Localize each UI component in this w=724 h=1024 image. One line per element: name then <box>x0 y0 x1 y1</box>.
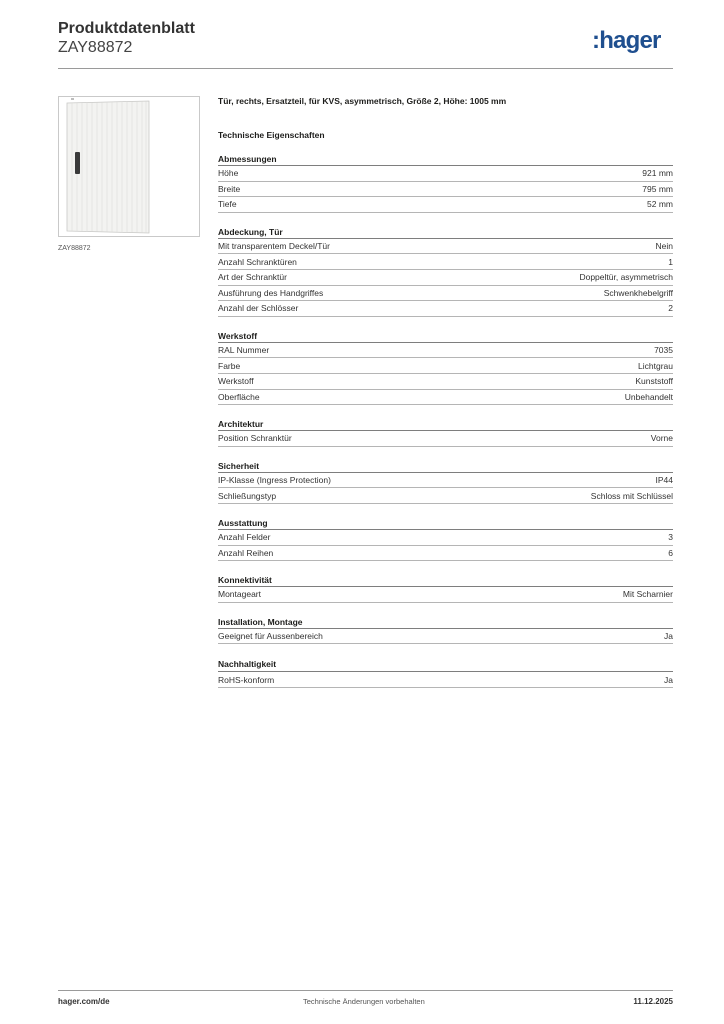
spec-row <box>218 587 673 603</box>
spec-row <box>218 473 673 489</box>
spec-label: Anzahl der Schlösser <box>218 303 299 314</box>
spec-section <box>218 570 673 603</box>
spec-label: Schließungstyp <box>218 490 277 501</box>
spec-label: Werkstoff <box>218 376 254 387</box>
spec-row <box>218 629 673 645</box>
product-image <box>58 96 200 237</box>
spec-value: Ja <box>664 630 673 641</box>
spec-row <box>218 546 673 562</box>
section-title: Sicherheit <box>218 456 673 473</box>
spec-row <box>218 672 673 688</box>
spec-section <box>218 612 673 645</box>
spec-value: 7035 <box>654 345 673 356</box>
spec-label: Montageart <box>218 589 261 600</box>
hager-logo: :hager <box>592 27 661 54</box>
footer-website-link[interactable]: hager.com/de <box>58 997 110 1006</box>
spec-section <box>218 149 673 213</box>
spec-row <box>218 254 673 270</box>
spec-section <box>218 222 673 317</box>
spec-value: Schloss mit Schlüssel <box>590 490 673 501</box>
tech-heading: Technische Eigenschaften <box>218 130 325 140</box>
section-title: Ausstattung <box>218 513 673 530</box>
section-title: Architektur <box>218 414 673 431</box>
spec-value: Mit Scharnier <box>622 589 673 600</box>
section-title: Abmessungen <box>218 149 673 166</box>
spec-value: Doppeltür, asymmetrisch <box>579 272 673 283</box>
product-code: ZAY88872 <box>58 39 133 56</box>
spec-label: Anzahl Reihen <box>218 547 274 558</box>
spec-value: 52 mm <box>647 199 673 210</box>
spec-value: 1 <box>668 256 673 267</box>
spec-label: RAL Nummer <box>218 345 270 356</box>
spec-label: Tiefe <box>218 199 237 210</box>
spec-value: Unbehandelt <box>624 391 673 402</box>
section-title: Abdeckung, Tür <box>218 222 673 239</box>
spec-value: 6 <box>668 547 673 558</box>
product-description: Tür, rechts, Ersatzteil, für KVS, asymmetrisch, Größe 2, Höhe: 1005 mm <box>218 96 507 106</box>
spec-label: Breite <box>218 183 241 194</box>
spec-row <box>218 358 673 374</box>
spec-label: Höhe <box>218 168 239 179</box>
image-caption: ZAY88872 <box>58 245 91 252</box>
spec-label: RoHS-konform <box>218 674 275 685</box>
spec-label: Mit transparentem Deckel/Tür <box>218 241 330 252</box>
spec-row <box>218 431 673 447</box>
section-title: Nachhaltigkeit <box>218 653 673 672</box>
spec-row <box>218 530 673 546</box>
spec-row <box>218 166 673 182</box>
spec-section <box>218 456 673 504</box>
spec-row <box>218 301 673 317</box>
spec-row <box>218 286 673 302</box>
header-divider <box>58 68 673 69</box>
footer-divider <box>58 990 673 991</box>
spec-label: Ausführung des Handgriffes <box>218 287 324 298</box>
spec-value: Schwenkhebelgriff <box>603 287 673 298</box>
spec-value: 795 mm <box>642 183 673 194</box>
spec-label: Anzahl Schranktüren <box>218 256 297 267</box>
spec-row <box>218 390 673 406</box>
spec-value: Ja <box>664 674 673 685</box>
spec-value: 3 <box>668 532 673 543</box>
spec-row <box>218 239 673 255</box>
section-title: Werkstoff <box>218 326 673 343</box>
spec-row <box>218 374 673 390</box>
spec-section <box>218 326 673 405</box>
spec-section <box>218 414 673 447</box>
spec-value: IP44 <box>655 475 673 486</box>
spec-label: IP-Klasse (Ingress Protection) <box>218 475 331 486</box>
spec-row <box>218 197 673 213</box>
footer-note: Technische Änderungen vorbehalten <box>303 997 425 1006</box>
spec-row <box>218 343 673 359</box>
spec-label: Anzahl Felder <box>218 532 271 543</box>
footer-date: 11.12.2025 <box>633 997 673 1006</box>
spec-value: 2 <box>668 303 673 314</box>
spec-value: Kunststoff <box>635 376 673 387</box>
spec-row <box>218 182 673 198</box>
section-title: Installation, Montage <box>218 612 673 629</box>
spec-value: Lichtgrau <box>638 360 673 371</box>
spec-value: Nein <box>655 241 673 252</box>
spec-row <box>218 270 673 286</box>
header-title: Produktdatenblatt <box>58 20 195 37</box>
spec-table <box>218 149 673 697</box>
spec-label: Art der Schranktür <box>218 272 287 283</box>
spec-section <box>218 513 673 561</box>
spec-label: Geeignet für Aussenbereich <box>218 630 323 641</box>
spec-value: Vorne <box>650 433 673 444</box>
spec-label: Farbe <box>218 360 241 371</box>
spec-section <box>218 653 673 688</box>
section-title: Konnektivität <box>218 570 673 587</box>
spec-row <box>218 488 673 504</box>
spec-value: 921 mm <box>642 168 673 179</box>
spec-label: Position Schranktür <box>218 433 292 444</box>
spec-label: Oberfläche <box>218 391 260 402</box>
